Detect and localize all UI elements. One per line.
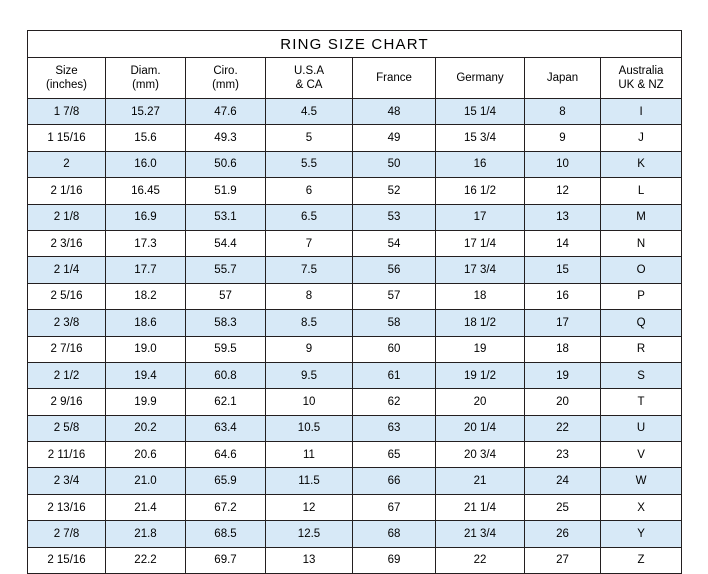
table-cell: 15.27	[106, 99, 186, 125]
table-cell: 48	[353, 99, 436, 125]
table-cell: 52	[353, 178, 436, 204]
table-cell: 6	[266, 178, 353, 204]
column-header-germany-line1: Germany	[456, 72, 504, 84]
table-cell: 62.1	[186, 389, 266, 415]
table-cell: 20 1/4	[436, 415, 525, 441]
table-cell: 8.5	[266, 310, 353, 336]
column-header-japan	[525, 58, 601, 99]
table-cell: 2 3/16	[28, 230, 106, 256]
table-row	[28, 99, 682, 125]
table-cell: 69	[353, 547, 436, 573]
column-header-size-line2: (inches)	[46, 79, 87, 91]
table-cell: 10	[266, 389, 353, 415]
table-cell: 22	[436, 547, 525, 573]
table-cell: 18 1/2	[436, 310, 525, 336]
table-cell: 9	[266, 336, 353, 362]
table-cell: 17.7	[106, 257, 186, 283]
table-cell: 2 1/16	[28, 178, 106, 204]
table-cell: 4.5	[266, 99, 353, 125]
table-cell: 10	[525, 151, 601, 177]
table-cell: Z	[601, 547, 682, 573]
table-cell: 20	[436, 389, 525, 415]
table-cell: 8	[525, 99, 601, 125]
table-row	[28, 389, 682, 415]
table-cell: 15	[525, 257, 601, 283]
table-cell: 20.2	[106, 415, 186, 441]
table-cell: 2 7/8	[28, 521, 106, 547]
table-cell: 56	[353, 257, 436, 283]
table-cell: 2 1/4	[28, 257, 106, 283]
table-cell: 69.7	[186, 547, 266, 573]
column-header-france	[353, 58, 436, 99]
table-cell: 60.8	[186, 362, 266, 388]
table-cell: P	[601, 283, 682, 309]
table-row	[28, 310, 682, 336]
table-cell: 2 3/8	[28, 310, 106, 336]
table-cell: 9	[525, 125, 601, 151]
column-header-circumference-line1: Ciro.	[213, 65, 238, 77]
table-cell: 19 1/2	[436, 362, 525, 388]
table-cell: 59.5	[186, 336, 266, 362]
table-cell: 2 1/2	[28, 362, 106, 388]
table-cell: 19	[436, 336, 525, 362]
table-cell: 15 3/4	[436, 125, 525, 151]
column-header-australia-uk-nz-line1: Australia	[618, 65, 664, 77]
column-header-size	[28, 58, 106, 99]
table-cell: 53	[353, 204, 436, 230]
table-row	[28, 125, 682, 151]
table-cell: K	[601, 151, 682, 177]
table-cell: 53.1	[186, 204, 266, 230]
table-cell: 60	[353, 336, 436, 362]
table-cell: 65	[353, 442, 436, 468]
table-cell: 20.6	[106, 442, 186, 468]
table-cell: 65.9	[186, 468, 266, 494]
table-row	[28, 547, 682, 573]
table-cell: 25	[525, 494, 601, 520]
column-header-japan-line1: Japan	[546, 72, 579, 84]
table-cell: 68.5	[186, 521, 266, 547]
table-cell: 21.8	[106, 521, 186, 547]
table-cell: 2 5/16	[28, 283, 106, 309]
table-cell: M	[601, 204, 682, 230]
table-cell: J	[601, 125, 682, 151]
table-cell: 67	[353, 494, 436, 520]
table-cell: 17	[525, 310, 601, 336]
table-row	[28, 178, 682, 204]
table-cell: 2 9/16	[28, 389, 106, 415]
table-cell: 9.5	[266, 362, 353, 388]
table-cell: 18	[525, 336, 601, 362]
table-row	[28, 151, 682, 177]
table-row	[28, 442, 682, 468]
table-cell: 12	[525, 178, 601, 204]
page-title: RING SIZE CHART	[28, 31, 682, 58]
table-cell: X	[601, 494, 682, 520]
table-cell: 18	[436, 283, 525, 309]
column-header-diameter-line1: Diam.	[130, 65, 161, 77]
table-header-row	[28, 58, 682, 99]
column-header-usa-ca-line2: & CA	[295, 79, 323, 91]
table-cell: T	[601, 389, 682, 415]
table-cell: 16.0	[106, 151, 186, 177]
table-cell: 21.4	[106, 494, 186, 520]
table-cell: 57	[186, 283, 266, 309]
table-cell: 19.9	[106, 389, 186, 415]
table-cell: 62	[353, 389, 436, 415]
table-cell: 21.0	[106, 468, 186, 494]
table-cell: 15 1/4	[436, 99, 525, 125]
table-cell: 58	[353, 310, 436, 336]
table-cell: 22	[525, 415, 601, 441]
table-cell: 8	[266, 283, 353, 309]
table-cell: 5.5	[266, 151, 353, 177]
table-cell: 49.3	[186, 125, 266, 151]
table-row	[28, 362, 682, 388]
table-cell: 2 7/16	[28, 336, 106, 362]
table-cell: N	[601, 230, 682, 256]
table-cell: 15.6	[106, 125, 186, 151]
table-cell: 17 1/4	[436, 230, 525, 256]
table-cell: 19	[525, 362, 601, 388]
table-cell: 7	[266, 230, 353, 256]
column-header-circumference-line2: (mm)	[212, 79, 239, 91]
table-cell: 7.5	[266, 257, 353, 283]
table-cell: 16 1/2	[436, 178, 525, 204]
table-cell: 12	[266, 494, 353, 520]
table-cell: W	[601, 468, 682, 494]
table-cell: 2 5/8	[28, 415, 106, 441]
table-cell: 61	[353, 362, 436, 388]
column-header-france-line1: France	[376, 72, 412, 84]
table-cell: 50	[353, 151, 436, 177]
table-cell: 19.0	[106, 336, 186, 362]
table-cell: 16.45	[106, 178, 186, 204]
table-title-row	[28, 31, 682, 58]
table-cell: Q	[601, 310, 682, 336]
table-body	[28, 99, 682, 574]
table-cell: 23	[525, 442, 601, 468]
table-cell: 18.6	[106, 310, 186, 336]
table-row	[28, 494, 682, 520]
table-row	[28, 257, 682, 283]
ring-size-chart	[27, 30, 681, 574]
table-cell: 16	[436, 151, 525, 177]
table-cell: 55.7	[186, 257, 266, 283]
table-cell: 11.5	[266, 468, 353, 494]
table-row	[28, 230, 682, 256]
table-cell: 54	[353, 230, 436, 256]
table-cell: L	[601, 178, 682, 204]
table-cell: 63	[353, 415, 436, 441]
table-cell: 64.6	[186, 442, 266, 468]
column-header-circumference	[186, 58, 266, 99]
table-row	[28, 204, 682, 230]
table-cell: V	[601, 442, 682, 468]
column-header-usa-ca	[266, 58, 353, 99]
table-cell: 17 3/4	[436, 257, 525, 283]
table-cell: 57	[353, 283, 436, 309]
table-cell: 11	[266, 442, 353, 468]
ring-size-table	[27, 30, 682, 574]
table-cell: S	[601, 362, 682, 388]
column-header-australia-uk-nz-line2: UK & NZ	[618, 79, 664, 91]
table-cell: 12.5	[266, 521, 353, 547]
table-cell: 22.2	[106, 547, 186, 573]
table-cell: 13	[525, 204, 601, 230]
table-cell: U	[601, 415, 682, 441]
table-cell: 17.3	[106, 230, 186, 256]
table-cell: 26	[525, 521, 601, 547]
table-cell: 16	[525, 283, 601, 309]
table-cell: 10.5	[266, 415, 353, 441]
table-cell: 20 3/4	[436, 442, 525, 468]
table-row	[28, 336, 682, 362]
table-cell: 47.6	[186, 99, 266, 125]
table-cell: R	[601, 336, 682, 362]
table-cell: I	[601, 99, 682, 125]
table-cell: 14	[525, 230, 601, 256]
table-cell: 20	[525, 389, 601, 415]
table-cell: 5	[266, 125, 353, 151]
table-cell: 63.4	[186, 415, 266, 441]
table-row	[28, 468, 682, 494]
column-header-diameter	[106, 58, 186, 99]
table-cell: 67.2	[186, 494, 266, 520]
table-cell: 21	[436, 468, 525, 494]
table-cell: 49	[353, 125, 436, 151]
column-header-size-line1: Size	[55, 65, 78, 77]
table-cell: 51.9	[186, 178, 266, 204]
column-header-australia-uk-nz	[601, 58, 682, 99]
table-row	[28, 415, 682, 441]
table-cell: 19.4	[106, 362, 186, 388]
table-cell: 2 11/16	[28, 442, 106, 468]
table-cell: 2 13/16	[28, 494, 106, 520]
table-cell: O	[601, 257, 682, 283]
table-cell: 24	[525, 468, 601, 494]
table-cell: 58.3	[186, 310, 266, 336]
table-cell: 2 3/4	[28, 468, 106, 494]
column-header-usa-ca-line1: U.S.A	[293, 65, 325, 77]
column-header-diameter-line2: (mm)	[132, 79, 159, 91]
table-cell: 1 15/16	[28, 125, 106, 151]
column-header-germany	[436, 58, 525, 99]
table-cell: 18.2	[106, 283, 186, 309]
table-cell: 21 1/4	[436, 494, 525, 520]
table-cell: 50.6	[186, 151, 266, 177]
table-cell: 2	[28, 151, 106, 177]
table-cell: 17	[436, 204, 525, 230]
table-cell: 6.5	[266, 204, 353, 230]
table-cell: 21 3/4	[436, 521, 525, 547]
table-cell: Y	[601, 521, 682, 547]
table-cell: 54.4	[186, 230, 266, 256]
table-cell: 2 1/8	[28, 204, 106, 230]
table-cell: 16.9	[106, 204, 186, 230]
table-row	[28, 283, 682, 309]
table-cell: 2 15/16	[28, 547, 106, 573]
table-row	[28, 521, 682, 547]
table-cell: 66	[353, 468, 436, 494]
table-cell: 1 7/8	[28, 99, 106, 125]
table-cell: 27	[525, 547, 601, 573]
table-cell: 13	[266, 547, 353, 573]
table-cell: 68	[353, 521, 436, 547]
